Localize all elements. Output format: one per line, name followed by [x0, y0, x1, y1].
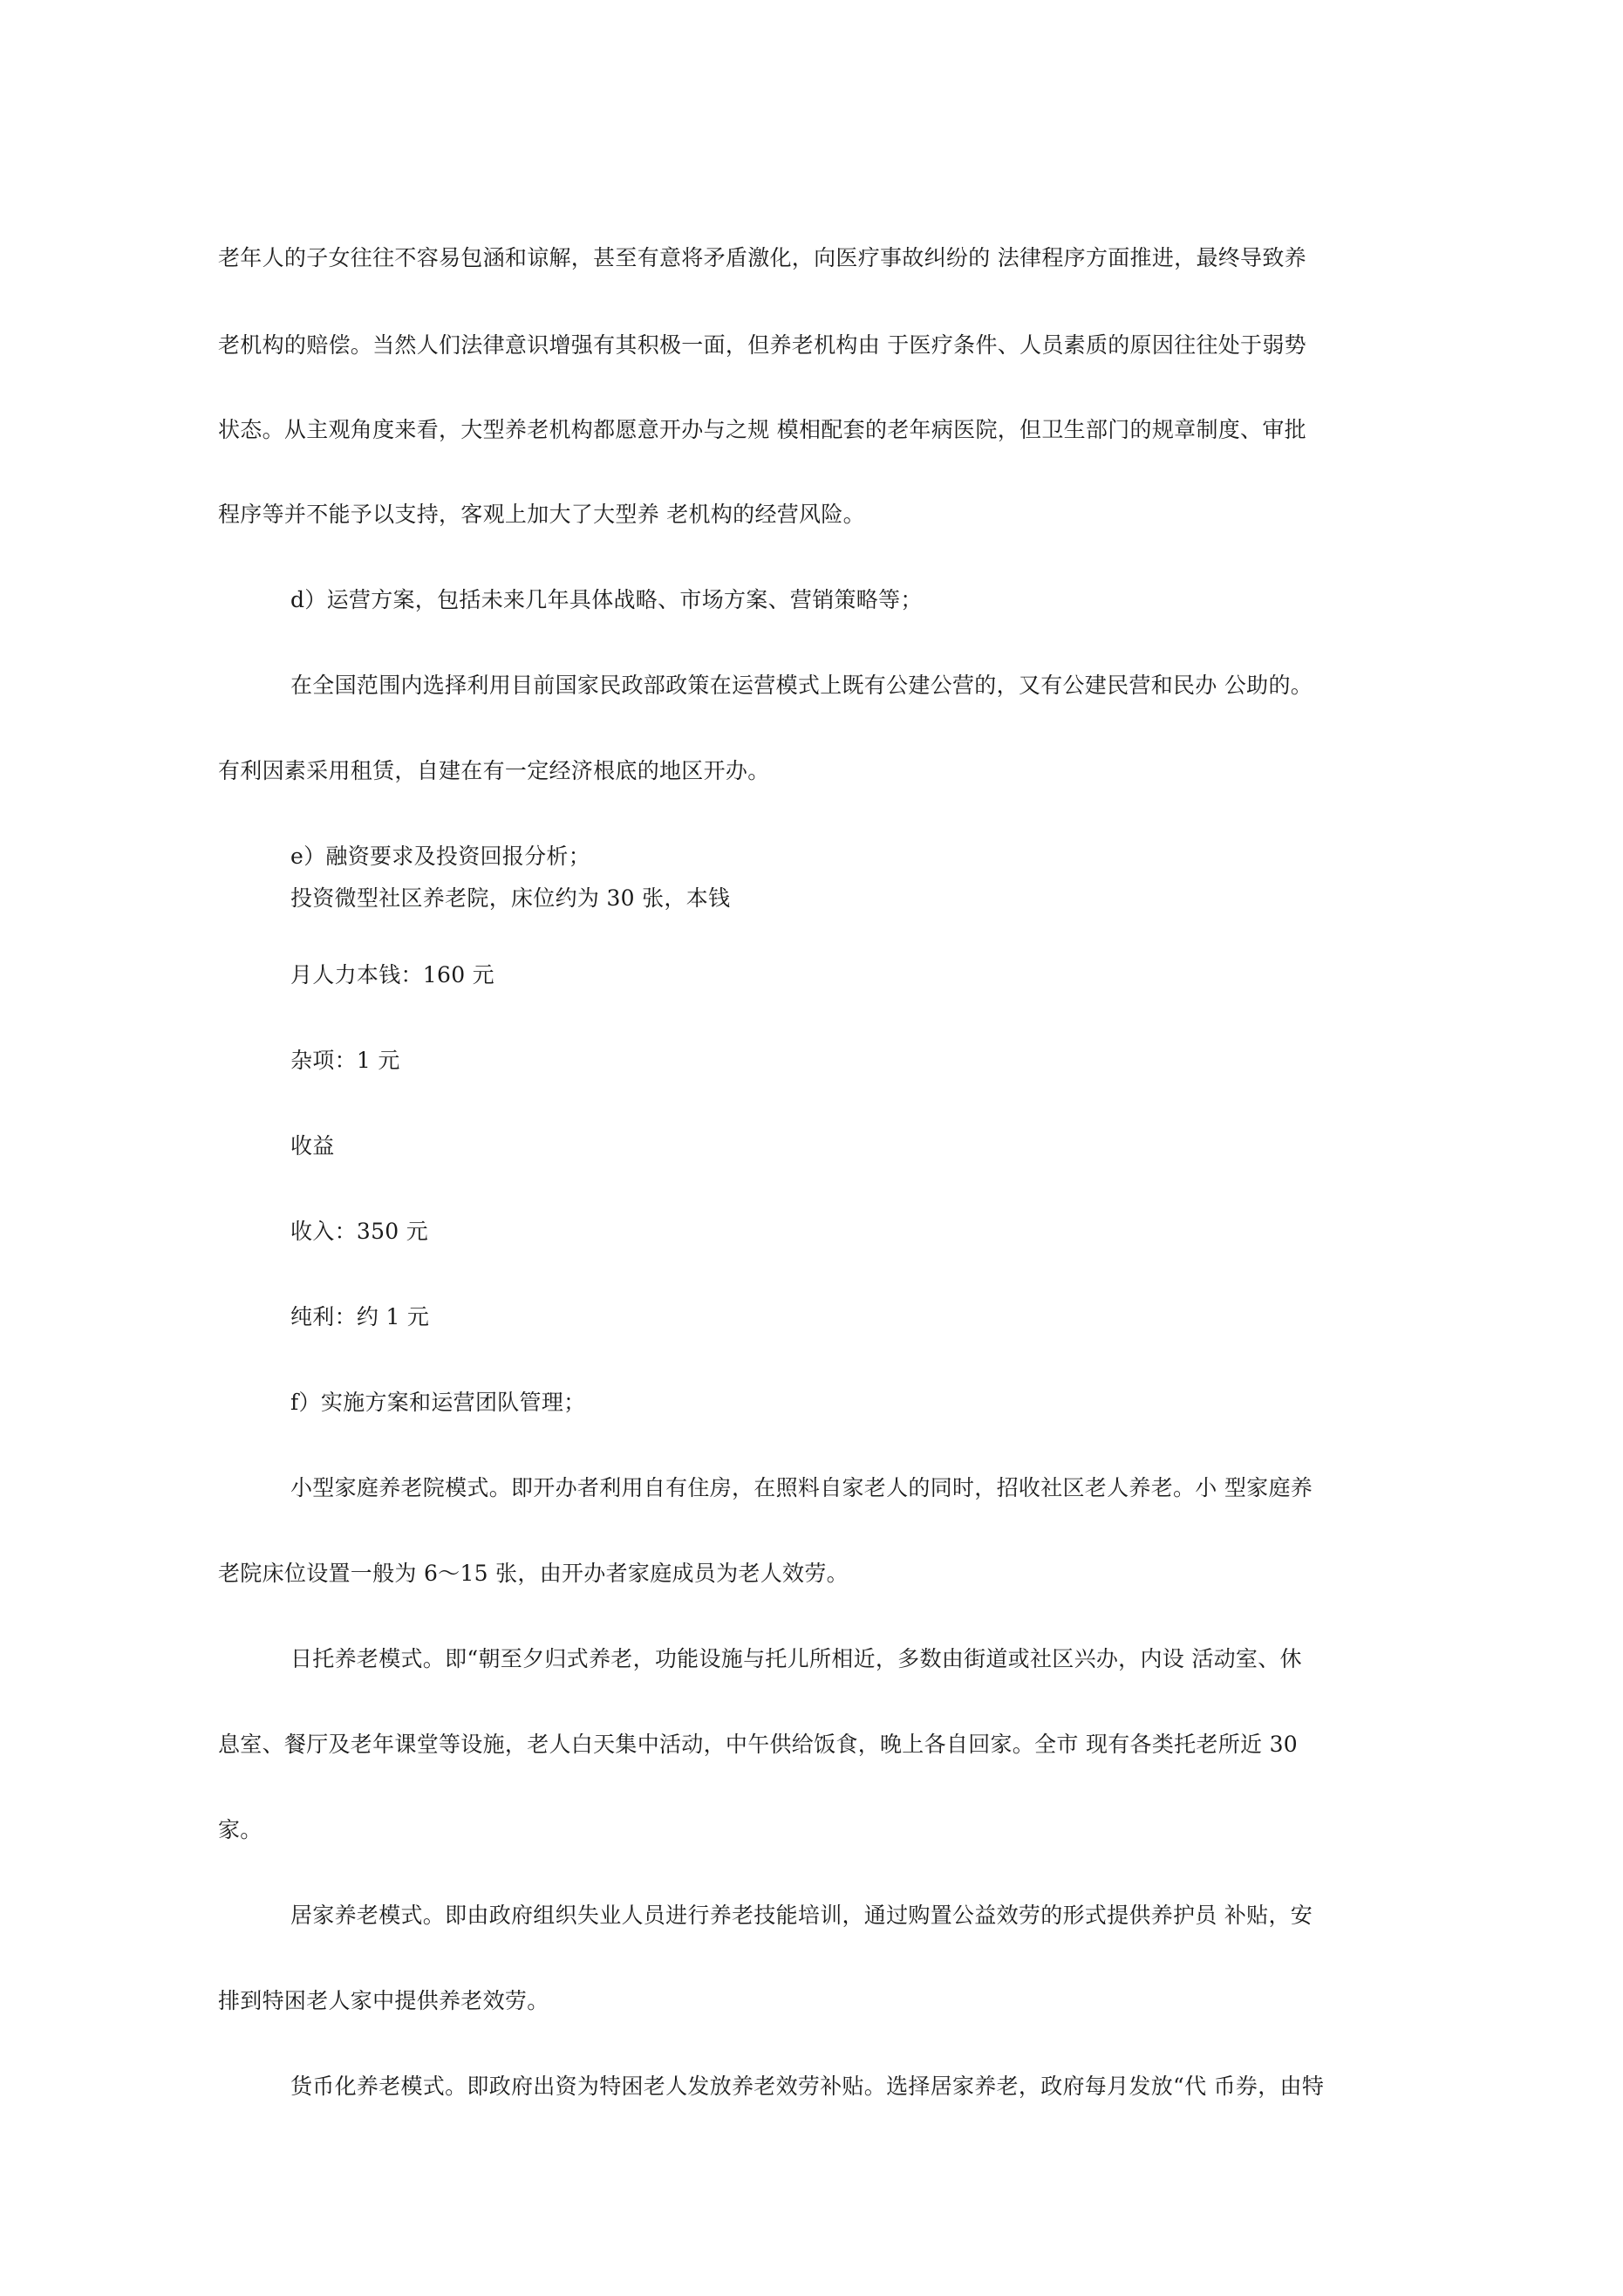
revenue-net-profit: 纯利：约 1 元 — [290, 1304, 430, 1329]
paragraph-line: 货币化养老模式。即政府出资为特困老人发放养老效劳补贴。选择居家养老，政府每月发放“代 币券，由特 — [290, 2074, 1325, 2099]
paragraph-line: 日托养老模式。即“朝至夕归式养老，功能设施与托儿所相近，多数由街道或社区兴办，内设 活动室、休 — [290, 1646, 1302, 1671]
cost-item-labor: 月人力本钱：160 元 — [290, 962, 494, 987]
paragraph-line: 居家养老模式。即由政府组织失业人员进行养老技能培训，通过购置公益效劳的形式提供养护员 补贴，安 — [290, 1903, 1313, 1928]
paragraph-line: 家。 — [218, 1817, 263, 1842]
paragraph-line: 投资微型社区养老院，床位约为 30 张，本钱 — [290, 885, 731, 911]
paragraph-line: 有利因素采用租赁，自建在有一定经济根底的地区开办。 — [218, 758, 770, 783]
paragraph-line: 程序等并不能予以支持，客观上加大了大型养 老机构的经营风险。 — [218, 502, 865, 527]
revenue-income: 收入：350 元 — [290, 1219, 429, 1244]
cost-item-misc: 杂项：1 元 — [290, 1048, 400, 1073]
section-heading-f: f）实施方案和运营团队管理； — [290, 1390, 586, 1415]
section-heading-e: e）融资要求及投资回报分析； — [290, 844, 590, 869]
paragraph-line: 小型家庭养老院模式。即开办者利用自有住房，在照料自家老人的同时，招收社区老人养老。小 型家庭养 — [290, 1475, 1313, 1500]
paragraph-line: 老机构的赔偿。当然人们法律意识增强有其积极一面，但养老机构由 于医疗条件、人员素质的原因往往处于弱势 — [218, 332, 1306, 358]
paragraph-line: 排到特困老人家中提供养老效劳。 — [218, 1988, 549, 2013]
section-heading-d: d）运营方案，包括未来几年具体战略、市场方案、营销策略等； — [290, 587, 923, 612]
paragraph-line: 在全国范围内选择利用目前国家民政部政策在运营模式上既有公建公营的，又有公建民营和民办 公助的。 — [290, 673, 1313, 698]
paragraph-line: 老年人的子女往往不容易包涵和谅解，甚至有意将矛盾激化，向医疗事故纠纷的 法律程序方面推进，最终导致养 — [218, 245, 1306, 270]
paragraph-line: 状态。从主观角度来看，大型养老机构都愿意开办与之规 模相配套的老年病医院，但卫生部门的规章制度、审批 — [218, 417, 1306, 442]
paragraph-line: 息室、餐厅及老年课堂等设施，老人白天集中活动，中午供给饭食，晚上各自回家。全市 现有各类托老所近 30 — [218, 1732, 1299, 1757]
paragraph-line: 老院床位设置一般为 6〜15 张，由开办者家庭成员为老人效劳。 — [218, 1561, 849, 1586]
revenue-heading: 收益 — [290, 1133, 335, 1158]
